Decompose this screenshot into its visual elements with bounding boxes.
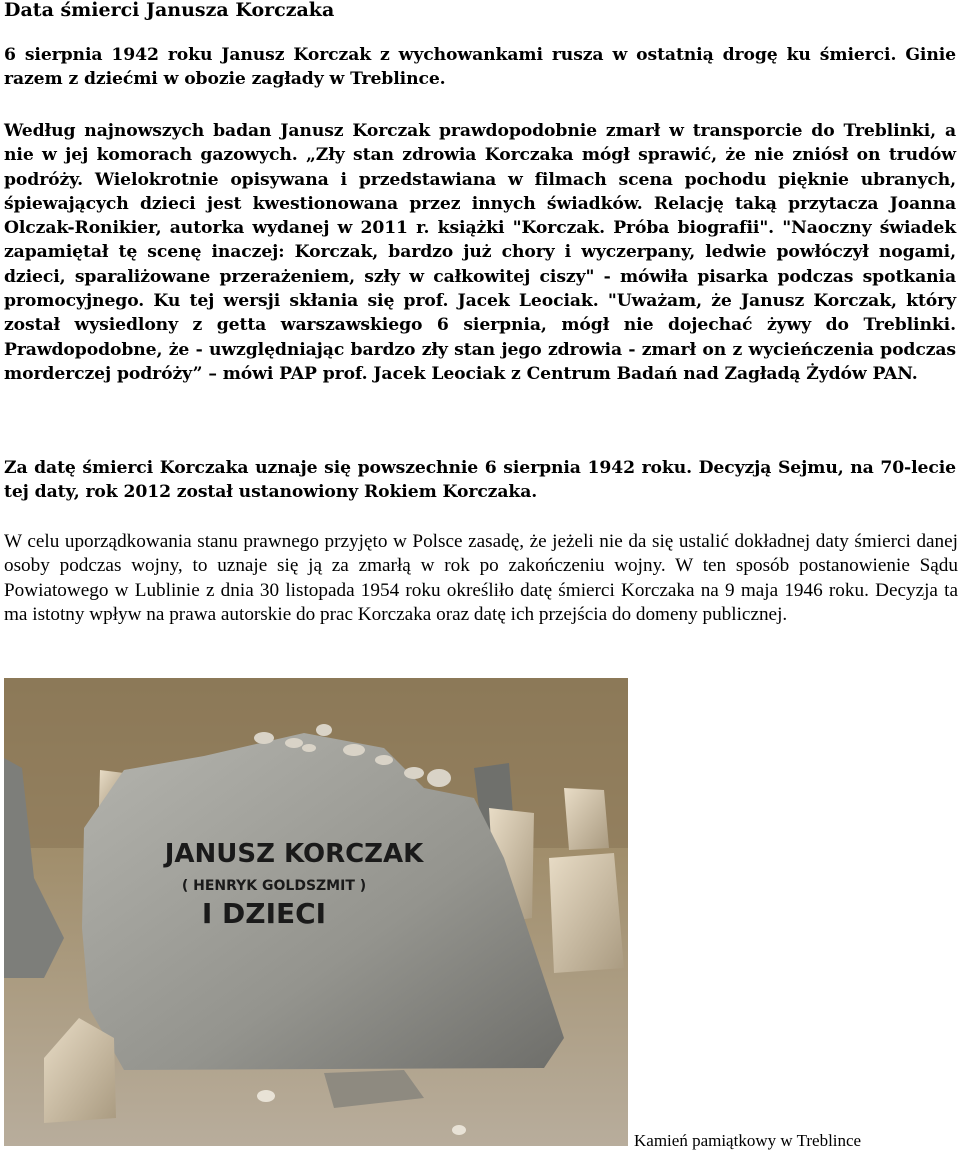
right-rock xyxy=(549,853,624,973)
paragraph-intro: 6 sierpnia 1942 roku Janusz Korczak z wychowankami rusza w ostatnią drogę ku śmierci. Ginie razem z dziećmi w obozie zagłady w Treblince. xyxy=(4,45,956,90)
stone-inscription-birthname: ( HENRYK GOLDSZMIT ) xyxy=(181,878,367,894)
photo-caption: Kamień pamiątkowy w Treblince xyxy=(634,1131,862,1150)
stone-inscription-children: I DZIECI xyxy=(201,897,327,930)
paragraph-legal: W celu uporządkowania stanu prawnego przyjęto w Polsce zasadę, że jeżeli nie da się ustalić dokładnej daty śmierci danej osoby podczas wojny, to uznaje się ją za zmarłą w rok po zakończeniu wojny. W ten sposób postanowienie Sądu Powiatowego w Lublinie z dnia 30 listopada 1954 roku określiło datę śmierci Korczaka na 9 maja 1946 roku. Decyzja ta ma istotny wpływ na prawa autorskie do prac Korczaka oraz datę ich przejścia do domeny publicznej. xyxy=(4,531,958,625)
paragraph-research: Według najnowszych badan Janusz Korczak prawdopodobnie zmarł w transporcie do Treblinki, a nie w jej komorach gazowych. „Zły stan zdrowia Korczaka mógł sprawić, że nie zniósł on trudów podróży. Wielokrotnie opisywana i przedstawiana w filmach scena pochodu pięknie ubranych, śpiewających dzieci jest kwestionowana przez innych świadków. Relację taką przytacza Joanna Olczak-Ronikier, autorka wydanej w 2011 r. książki "Korczak. Próba biografii". "Naoczny świadek zapamiętał tę scenę inaczej: Korczak, bardzo już chory i wyczerpany, ledwie powłóczył nogami, dzieci, sparaliżowane przerażeniem, szły w całkowitej ciszy" - mówiła pisarka podczas spotkania promocyjnego. Ku tej wersji skłania się prof. Jacek Leociak. "Uważam, że Janusz Korczak, który został wysiedlony z getta warszawskiego 6 sierpnia, mógł nie dojechać żywy do Treblinki. Prawdopodobne, że - uwzględniając bardzo zły stan jego zdrowia - zmarł on z wycieńczenia podczas morderczej podróży” – mówi PAP prof. Jacek Leociak z Centrum Badań nad Zagładą Żydów PAN. xyxy=(4,121,956,384)
memorial-stone-photo xyxy=(4,678,628,1146)
page-title: Data śmierci Janusza Korczaka xyxy=(4,0,335,21)
paragraph-date: Za datę śmierci Korczaka uznaje się powszechnie 6 sierpnia 1942 roku. Decyzją Sejmu, na 70-lecie tej daty, rok 2012 został ustanowiony Rokiem Korczaka. xyxy=(4,458,956,503)
stone-inscription-name: JANUSZ KORCZAK xyxy=(164,839,424,869)
right-rock xyxy=(564,788,609,850)
